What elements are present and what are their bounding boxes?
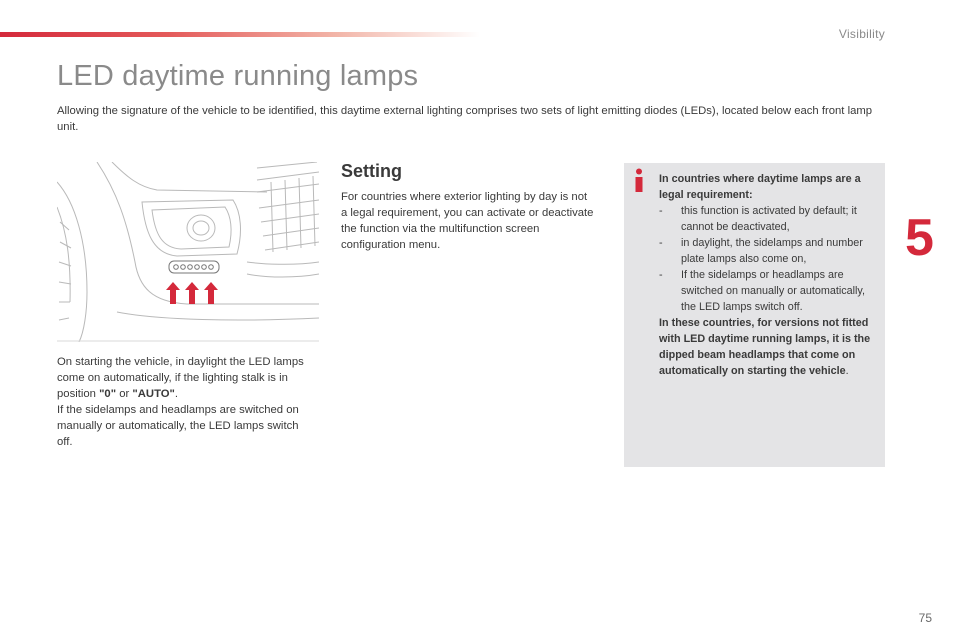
led-strip: [169, 261, 219, 273]
info-content: [659, 171, 881, 379]
led-lamps-illustration: [57, 162, 319, 342]
list-item: - this function is activated by default; it cannot be deactivated,: [659, 205, 857, 233]
page-number: 75: [918, 611, 932, 625]
info-icon: [632, 168, 646, 192]
list-item: - If the sidelamps or headlamps are switched on manually or automatically, the LED lamps switch off.: [659, 269, 866, 313]
header-accent-bar: [0, 32, 480, 37]
list-item: - in daylight, the sidelamps and number plate lamps also come on,: [659, 237, 863, 265]
led-behaviour-text: On starting the vehicle, in daylight the LED lamps come on automatically, if the lighting stalk is in position "0" or "AUTO". If the sidelamps and headlamps are switched on manually or automatically, the LED lamps switch off.: [57, 356, 304, 448]
info-footer: In these countries, for versions not fitted with LED daytime running lamps, it is the dipped beam headlamps that come on automatically on starting the vehicle.: [659, 317, 871, 377]
setting-heading: Setting: [341, 161, 402, 181]
page-title: LED daytime running lamps: [57, 60, 419, 92]
setting-text: For countries where exterior lighting by day is not a legal requirement, you can activate or deactivate the function via the multifunction screen configuration menu.: [341, 191, 594, 251]
position-auto: "AUTO": [132, 388, 175, 400]
info-box: [624, 163, 885, 467]
red-arrows: [166, 282, 218, 304]
intro-paragraph: Allowing the signature of the vehicle to be identified, this daytime external lighting comprises two sets of light emitting diodes (LEDs), located below each front lamp unit.: [57, 105, 873, 133]
section-name: Visibility: [838, 27, 885, 41]
chapter-number: 5: [905, 209, 934, 267]
position-0: "0": [99, 388, 117, 400]
info-heading: In countries where daytime lamps are a legal requirement:: [659, 173, 861, 201]
info-list: [659, 203, 881, 315]
